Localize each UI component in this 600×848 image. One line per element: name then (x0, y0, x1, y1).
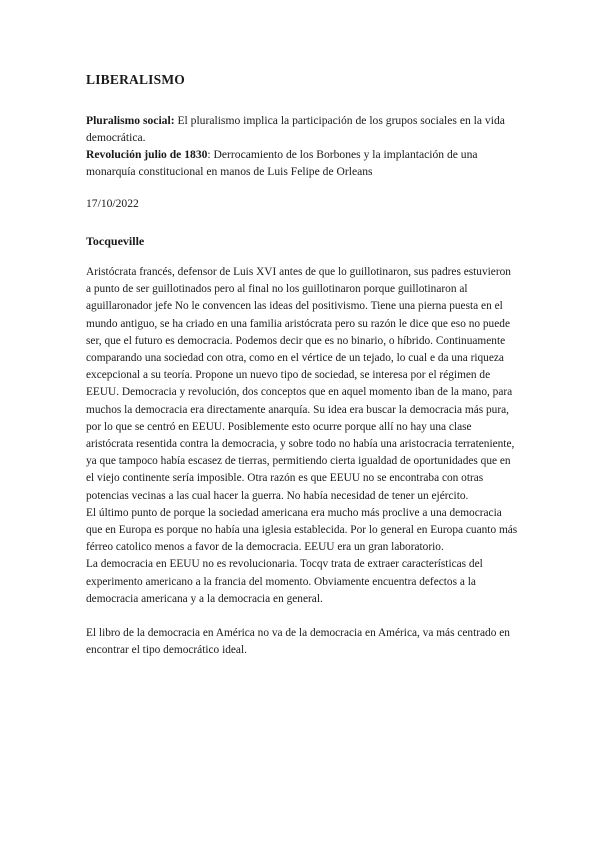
date-line: 17/10/2022 (86, 197, 139, 210)
section-title: Tocqueville (86, 234, 145, 248)
definition-text: El pluralismo implica la participación de los grupos sociales en la vida democrática. (86, 114, 505, 144)
section-body (86, 264, 518, 660)
definition-term: Pluralismo social: (86, 114, 175, 127)
paragraph: El último punto de porque la sociedad americana era mucho más proclive a una democracia que en Europa es porque no había una iglesia establecida. Por lo general en Europa cuanto más férreo catolico menos a favor de la democracia. EEUU era un gran laboratorio. (86, 506, 518, 554)
definition-revolucion (86, 146, 516, 180)
definition-text: : Derrocamiento de los Borbones y la implantación de una monarquía constitucional en manos de Luis Felipe de Orleans (86, 148, 478, 178)
definition-pluralismo (86, 112, 516, 146)
paragraph: Aristócrata francés, defensor de Luis XVI antes de que lo guillotinaron, sus padres estuvieron a punto de ser guillotinados pero al final no los guillotinaron porque guillotinaron al aguillaronador jefe No le convencen las ideas del positivismo. Tiene una pierna puesta en el mundo antiguo, se ha criado en una familia aristócrata pero su razón le dice que eso no puede ser, que el futuro es democracia. Podemos decir que es no binario, o híbrido. Continuamente comparando una sociedad con otra, como en el vértice de un tejado, lo cual e da una riqueza excepcional a su teoría. Propone un nuevo tipo de sociedad, se interesa por el régimen de EEUU. Democracia y revolución, dos conceptos que en aquel momento iban de la mano, para muchos la democracia era directamente anarquía. Su idea era buscar la democracia más pura, por lo que se centró en EEUU. Posiblemente esto ocurre porque allí no hay una clase aristócrata resentida contra la democracia, y sobre todo no había una aristocracia terrateniente, ya que tampoco había escasez de tierras, permitiendo cierta igualdad de oportunidades que en el viejo continente sería imposible. Otra razón es que EEUU no se encontraba con otras potencias vecinas a las cual hacer la guerra. No había necesidad de tener un ejército. (86, 266, 515, 502)
document-title: LIBERALISMO (86, 72, 185, 87)
paragraph: El libro de la democracia en América no va de la democracia en América, va más centrado en encontrar el tipo democrático ideal. (86, 627, 510, 657)
paragraph: La democracia en EEUU no es revolucionaria. Tocqv trata de extraer características del experimento americano a la francia del momento. Obviamente encuentra defectos a la democracia americana y a la democracia en general. (86, 558, 483, 605)
definition-term: Revolución julio de 1830 (86, 148, 208, 161)
